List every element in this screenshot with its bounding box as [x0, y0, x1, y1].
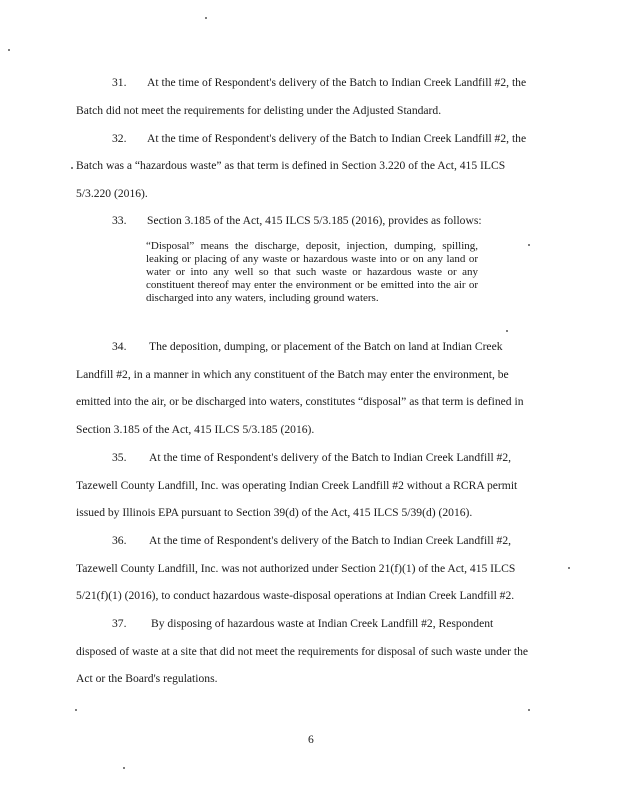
scan-speck: [506, 330, 508, 332]
paragraph-line: At the time of Respondent's delivery of the Batch to Indian Creek Landfill #2, the: [147, 132, 527, 145]
paragraph-line: Tazewell County Landfill, Inc. was operating Indian Creek Landfill #2 without a RCRA permit: [76, 479, 518, 492]
paragraph-number: 34.: [112, 340, 127, 353]
paragraph-number: 35.: [112, 451, 127, 464]
paragraph-line: 5/21(f)(1) (2016), to conduct hazardous waste-disposal operations at Indian Creek Landfill #2.: [76, 589, 515, 602]
scan-speck: [8, 49, 10, 51]
paragraph-line: Tazewell County Landfill, Inc. was not authorized under Section 21(f)(1) of the Act, 415 ILCS: [76, 562, 516, 575]
paragraph-number: 37.: [112, 617, 127, 630]
page-number: 6: [308, 733, 314, 746]
scan-speck: [75, 709, 77, 711]
paragraph-line: Batch was a “hazardous waste” as that term is defined in Section 3.220 of the Act, 415 ILCS: [76, 159, 506, 172]
paragraph-line: At the time of Respondent's delivery of the Batch to Indian Creek Landfill #2, the: [147, 76, 527, 89]
paragraph-line: Landfill #2, in a manner in which any constituent of the Batch may enter the environment, be: [76, 368, 509, 381]
definition-block-quote: “Disposal” means the discharge, deposit, injection, dumping, spilling, leaking or placing of any waste or hazardous waste into or on any land or water or into any well so that such waste or hazardous waste or any constituent thereof may enter the environment or be emitted into the air or discharged into any waters, including ground waters.: [146, 240, 478, 304]
paragraph-line: The deposition, dumping, or placement of the Batch on land at Indian Creek: [149, 340, 503, 353]
paragraph-line: At the time of Respondent's delivery of the Batch to Indian Creek Landfill #2,: [149, 451, 512, 464]
scan-speck: [568, 567, 570, 569]
scan-speck: [528, 709, 530, 711]
paragraph-line: 5/3.220 (2016).: [76, 187, 148, 200]
paragraph-line: At the time of Respondent's delivery of the Batch to Indian Creek Landfill #2,: [149, 534, 512, 547]
paragraph-line: By disposing of hazardous waste at Indian Creek Landfill #2, Respondent: [151, 617, 494, 630]
paragraph-number: 33.: [112, 214, 127, 227]
paragraph-line: disposed of waste at a site that did not meet the requirements for disposal of such waste under the: [76, 645, 529, 658]
paragraph-number: 36.: [112, 534, 127, 547]
paragraph-number: 32.: [112, 132, 127, 145]
scan-speck: [528, 244, 530, 246]
paragraph-line: Act or the Board's regulations.: [76, 672, 218, 685]
scan-speck: [205, 17, 207, 19]
scan-speck: [71, 167, 73, 169]
paragraph-number: 31.: [112, 76, 127, 89]
paragraph-line: Batch did not meet the requirements for delisting under the Adjusted Standard.: [76, 104, 442, 117]
paragraph-line: Section 3.185 of the Act, 415 ILCS 5/3.185 (2016).: [76, 423, 315, 436]
paragraph-line: issued by Illinois EPA pursuant to Section 39(d) of the Act, 415 ILCS 5/39(d) (2016).: [76, 506, 473, 519]
paragraph-line: Section 3.185 of the Act, 415 ILCS 5/3.185 (2016), provides as follows:: [147, 214, 482, 227]
scan-speck: [123, 767, 125, 769]
paragraph-line: emitted into the air, or be discharged into waters, constitutes “disposal” as that term is defined in: [76, 395, 524, 408]
